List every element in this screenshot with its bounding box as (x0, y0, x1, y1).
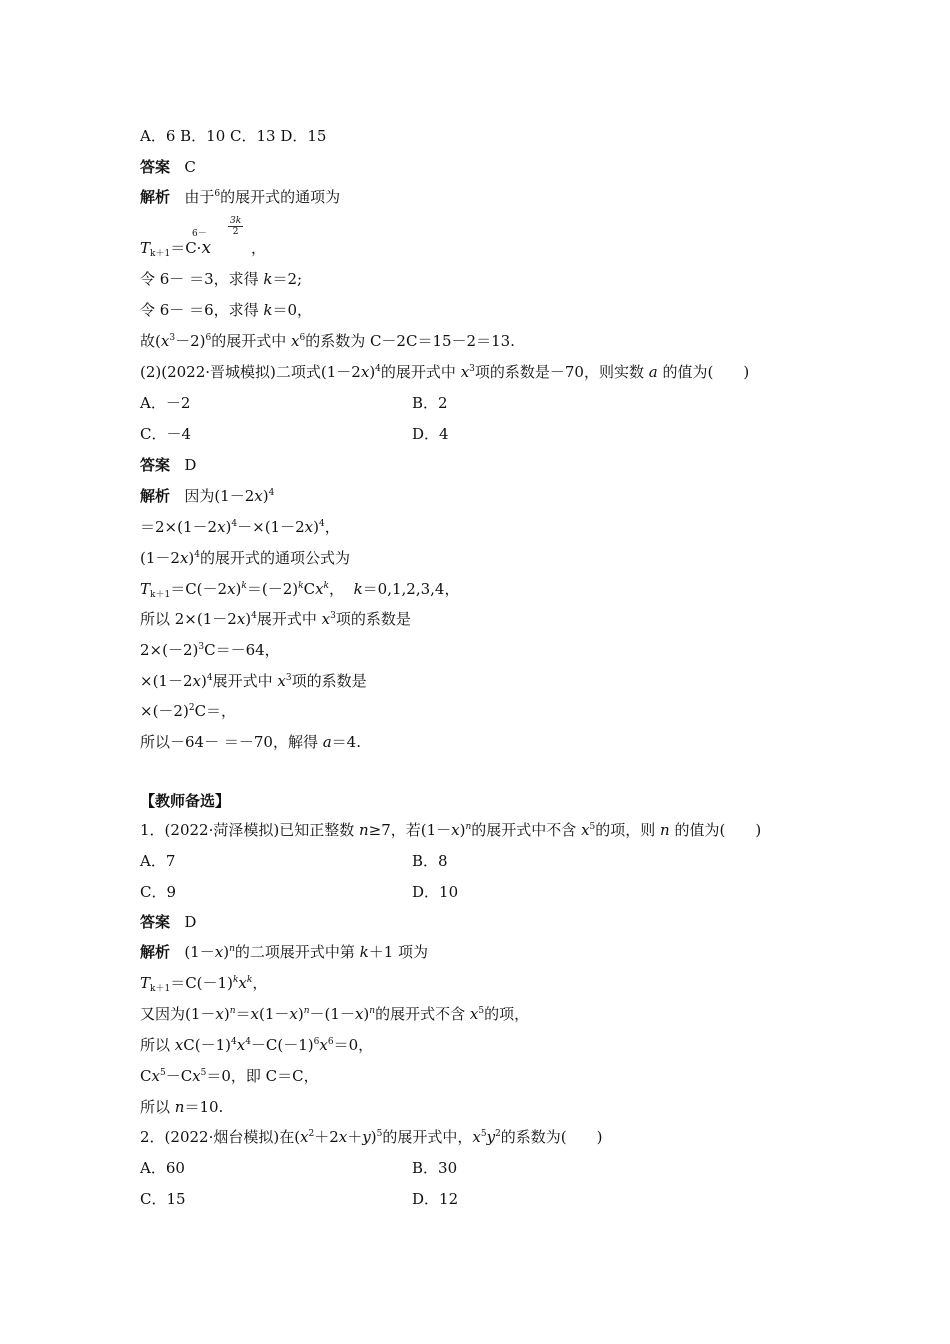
text: 展开式中 (212, 672, 278, 690)
superscript: k (298, 581, 304, 591)
text: C(－1) (183, 1036, 231, 1054)
subscript: k＋1 (150, 590, 171, 600)
superscript: 4 (375, 364, 381, 374)
answer-line-1 (140, 157, 196, 177)
text: ) (297, 1005, 304, 1023)
question-text: 的系数为( ) (500, 1128, 603, 1146)
superscript: 5 (480, 1129, 487, 1139)
text: ， (252, 974, 268, 992)
options-row (140, 1158, 458, 1178)
variable: T (140, 580, 151, 598)
variable: x (472, 1128, 481, 1146)
variable: a (648, 363, 658, 381)
variable: x (214, 943, 224, 961)
answer-line-2 (140, 455, 196, 475)
text: ) (200, 672, 207, 690)
question-text: 1．(2022·菏泽模拟)已知正整数 (140, 821, 359, 839)
text: 项的系数是 (291, 672, 367, 690)
variable: T (140, 974, 151, 992)
superscript: 6 (299, 333, 306, 343)
subscript: k＋1 (150, 984, 171, 994)
text: ) (363, 1005, 370, 1023)
question-text: ≥7，若(1－ (368, 821, 452, 839)
text: 所以－64－ ＝－70，解得 (140, 733, 323, 751)
variable: x (300, 1128, 309, 1146)
text: ＝(－2) (246, 580, 299, 598)
superscript: 3 (169, 333, 176, 343)
superscript: k (232, 975, 239, 985)
option-b: B．8 (412, 852, 448, 870)
step-text: ＝2; (272, 270, 303, 288)
question-text: ) (459, 821, 466, 839)
superscript: 4 (251, 611, 257, 621)
superscript: 4 (268, 488, 275, 498)
text: ＝C(－1) (170, 974, 233, 992)
step-line (140, 732, 361, 752)
text: (1－ (259, 1005, 290, 1023)
step-line (140, 517, 340, 537)
superscript: k (323, 581, 330, 591)
text: ， (324, 518, 340, 536)
question-text: 的展开式中， (382, 1128, 473, 1146)
text: ) (235, 580, 242, 598)
answer-value: D (184, 456, 197, 474)
option-d: D．12 (412, 1190, 459, 1208)
superscript: k (241, 581, 247, 591)
step-text: 令 6－ ＝3，求得 (140, 270, 264, 288)
option-a: A．7 (140, 852, 176, 870)
variable: k (353, 580, 363, 598)
variable: x (289, 1005, 298, 1023)
variable: x (192, 672, 201, 690)
fraction-numerator: 3k (230, 216, 242, 226)
conclusion-line (140, 331, 515, 351)
superscript: 3 (469, 364, 475, 374)
superscript: 2 (308, 1129, 315, 1139)
step-line (140, 973, 267, 993)
superscript: 3 (330, 611, 336, 621)
option-b: B．2 (412, 394, 448, 412)
text: ＝4. (331, 733, 361, 751)
text: ×(1－2 (140, 672, 193, 690)
question-text: 的值为( ) (669, 821, 762, 839)
superscript: n (465, 822, 472, 832)
text: (1－2 (140, 549, 180, 567)
question-text: ＋2 (314, 1128, 339, 1146)
analysis-line-3 (140, 942, 428, 962)
question-text: ＋ (347, 1128, 363, 1146)
text: 的系数为 C－2C＝15－2＝13. (305, 332, 515, 350)
step-line (140, 609, 411, 629)
options-row (140, 424, 449, 444)
variable: x (179, 549, 189, 567)
question-text: 的值为( ) (657, 363, 750, 381)
analysis-label: 解析 (140, 487, 171, 505)
analysis-label: 解析 (140, 188, 171, 206)
superscript: 4 (231, 519, 238, 529)
text: 又因为(1－ (140, 1005, 216, 1023)
step-line (140, 269, 302, 289)
text: ) (262, 487, 269, 505)
question-text: 项的系数是－70，则实数 (474, 363, 649, 381)
text: 所以 2×(1－2 (140, 610, 237, 628)
step-text: ＝0， (272, 301, 313, 319)
superscript: 4 (194, 550, 201, 560)
teacher-section-tag (140, 791, 230, 811)
variable: x (304, 518, 314, 536)
text: 所以 (140, 1098, 175, 1116)
text: －C (165, 1067, 193, 1085)
superscript: 6 (327, 1037, 334, 1047)
options-row (140, 393, 448, 413)
superscript: 3 (285, 673, 292, 683)
text: C＝－64， (204, 641, 280, 659)
variable: x (460, 363, 470, 381)
superscript: 5 (478, 1006, 485, 1016)
superscript: 6 (313, 1037, 320, 1047)
question-text: (2)(2022·晋城模拟)二项式(1－2 (140, 363, 361, 381)
option-a: A．－2 (140, 394, 191, 412)
variable: x (227, 580, 236, 598)
variable: x (321, 610, 331, 628)
teacher-question-1 (140, 820, 761, 840)
text: ) (223, 1005, 230, 1023)
variable: x (236, 610, 246, 628)
question-text: 2．(2022·烟台模拟)在( (140, 1128, 301, 1146)
variable: x (160, 332, 170, 350)
option-a: A．60 (140, 1159, 185, 1177)
variable: x (254, 487, 263, 505)
text: 所以 (140, 1036, 175, 1054)
step-line (140, 1097, 223, 1117)
superscript: 4 (206, 673, 213, 683)
text: ＝0,1,2,3,4， (362, 580, 460, 598)
superscript: 5 (200, 1068, 207, 1078)
text: ＝0，即 C＝C， (206, 1067, 319, 1085)
text: (1－ (184, 943, 215, 961)
text: ) (313, 518, 319, 536)
fraction-denominator: 2 (232, 227, 239, 237)
variable: x (290, 332, 300, 350)
options-row (140, 851, 448, 871)
superscript: k (246, 975, 253, 985)
text: 故( (140, 332, 161, 350)
text: ＝10. (184, 1098, 224, 1116)
options-row (140, 1189, 459, 1209)
exponent-fraction (228, 216, 243, 237)
formula-variable: x (201, 238, 212, 258)
superscript: 3 (198, 642, 205, 652)
variable: a (322, 733, 332, 751)
step-line (140, 1035, 373, 1055)
text: ＝ (235, 1005, 251, 1023)
text: －C(－1) (250, 1036, 314, 1054)
text: 2×(－2) (140, 641, 199, 659)
teacher-question-2 (140, 1127, 603, 1147)
text: ) (245, 610, 252, 628)
variable: n (358, 821, 369, 839)
variable: x (581, 821, 590, 839)
text: ) (188, 549, 195, 567)
text: C＝， (194, 702, 237, 720)
superscript: 4 (318, 519, 325, 529)
text: ＋1 项为 (368, 943, 429, 961)
analysis-line-1 (140, 187, 340, 207)
options-text: A．6 B．10 C．13 D．15 (140, 127, 327, 145)
variable: n (174, 1098, 185, 1116)
answer-label: 答案 (140, 913, 171, 931)
option-c: C．－4 (140, 425, 192, 443)
option-d: D．4 (412, 425, 449, 443)
answer-label: 答案 (140, 158, 171, 176)
variable: k (359, 943, 369, 961)
text: 展开式中 (256, 610, 322, 628)
variable: k (263, 270, 273, 288)
text: －×(1－2 (237, 518, 305, 536)
answer-line-3 (140, 912, 196, 932)
analysis-text: 由于 (184, 188, 215, 206)
variable: y (362, 1128, 371, 1146)
variable: x (174, 1036, 184, 1054)
superscript: n (229, 1006, 236, 1016)
superscript: 4 (245, 1037, 251, 1047)
superscript: 5 (376, 1129, 383, 1139)
options-line (140, 126, 326, 146)
text: ) (225, 518, 232, 536)
text: 项的系数是 (335, 610, 411, 628)
text: －2) (175, 332, 206, 350)
formula-text: T (140, 239, 151, 257)
variable: x (215, 1005, 224, 1023)
option-d: D．10 (412, 883, 459, 901)
question-text: 的展开式中 (380, 363, 461, 381)
text: 的展开式中 (211, 332, 291, 350)
analysis-label: 解析 (140, 943, 171, 961)
text: ＝0， (333, 1036, 374, 1054)
text: ) (223, 943, 230, 961)
step-line (140, 579, 459, 599)
question-text: 的项，则 (595, 821, 661, 839)
subscript: k＋1 (150, 249, 171, 259)
superscript: 2 (188, 703, 195, 713)
question-text: 的展开式中不含 (471, 821, 582, 839)
variable: n (660, 821, 670, 839)
step-line (140, 548, 350, 568)
answer-value: C (184, 158, 196, 176)
options-row (140, 882, 459, 902)
text: ×(－2) (140, 702, 189, 720)
variable: x (451, 821, 460, 839)
superscript: 5 (159, 1068, 166, 1078)
variable: y (486, 1128, 496, 1146)
step-text: 令 6－ ＝6，求得 (140, 301, 264, 319)
step-line (140, 1066, 319, 1086)
superscript: n (369, 1006, 376, 1016)
text: 的项， (484, 1005, 530, 1023)
text: －(1－ (309, 1005, 355, 1023)
section-heading: 【教师备选】 (140, 792, 231, 810)
text: ， (329, 580, 345, 598)
variable: x (217, 518, 226, 536)
text: C (140, 1067, 152, 1085)
variable: k (263, 301, 273, 319)
text: 的展开式不含 (375, 1005, 470, 1023)
variable: x (319, 1036, 328, 1054)
question-text: ) (369, 363, 376, 381)
variable: x (236, 1036, 246, 1054)
variable: x (469, 1005, 479, 1023)
option-c: C．15 (140, 1190, 186, 1208)
step-line (140, 300, 312, 320)
superscript: 2 (495, 1129, 501, 1139)
superscript: 6 (214, 189, 221, 199)
option-c: C．9 (140, 883, 177, 901)
variable: x (315, 580, 324, 598)
step-line (140, 671, 367, 691)
superscript: 6 (205, 333, 212, 343)
answer-value: D (184, 913, 197, 931)
exponent-text: 6－ (192, 229, 207, 239)
variable: x (354, 1005, 364, 1023)
variable: x (360, 363, 370, 381)
variable: x (277, 672, 286, 690)
step-line (140, 701, 236, 721)
text: ＝2×(1－2 (140, 518, 218, 536)
general-term-formula (140, 216, 267, 259)
superscript: n (229, 944, 235, 954)
variable: x (250, 1005, 260, 1023)
formula-text: ＝C· (170, 239, 202, 257)
text: 的展开式的通项公式为 (200, 549, 351, 567)
text: 因为(1－2 (184, 487, 255, 505)
variable: x (192, 1067, 201, 1085)
text: ＝C(－2 (170, 580, 228, 598)
question-2 (140, 362, 749, 382)
analysis-line-2 (140, 486, 274, 506)
step-line (140, 1004, 529, 1024)
superscript: n (303, 1006, 310, 1016)
answer-label: 答案 (140, 456, 171, 474)
superscript: 4 (230, 1037, 237, 1047)
text: 的二项展开式中第 (234, 943, 360, 961)
question-text: ) (370, 1128, 377, 1146)
text: C (303, 580, 316, 598)
variable: x (338, 1128, 348, 1146)
formula-text: ， (251, 239, 267, 257)
option-b: B．30 (412, 1159, 458, 1177)
step-line (140, 640, 280, 660)
variable: x (151, 1067, 160, 1085)
superscript: 5 (589, 822, 596, 832)
variable: x (238, 974, 247, 992)
analysis-text: 的展开式的通项为 (220, 188, 341, 206)
